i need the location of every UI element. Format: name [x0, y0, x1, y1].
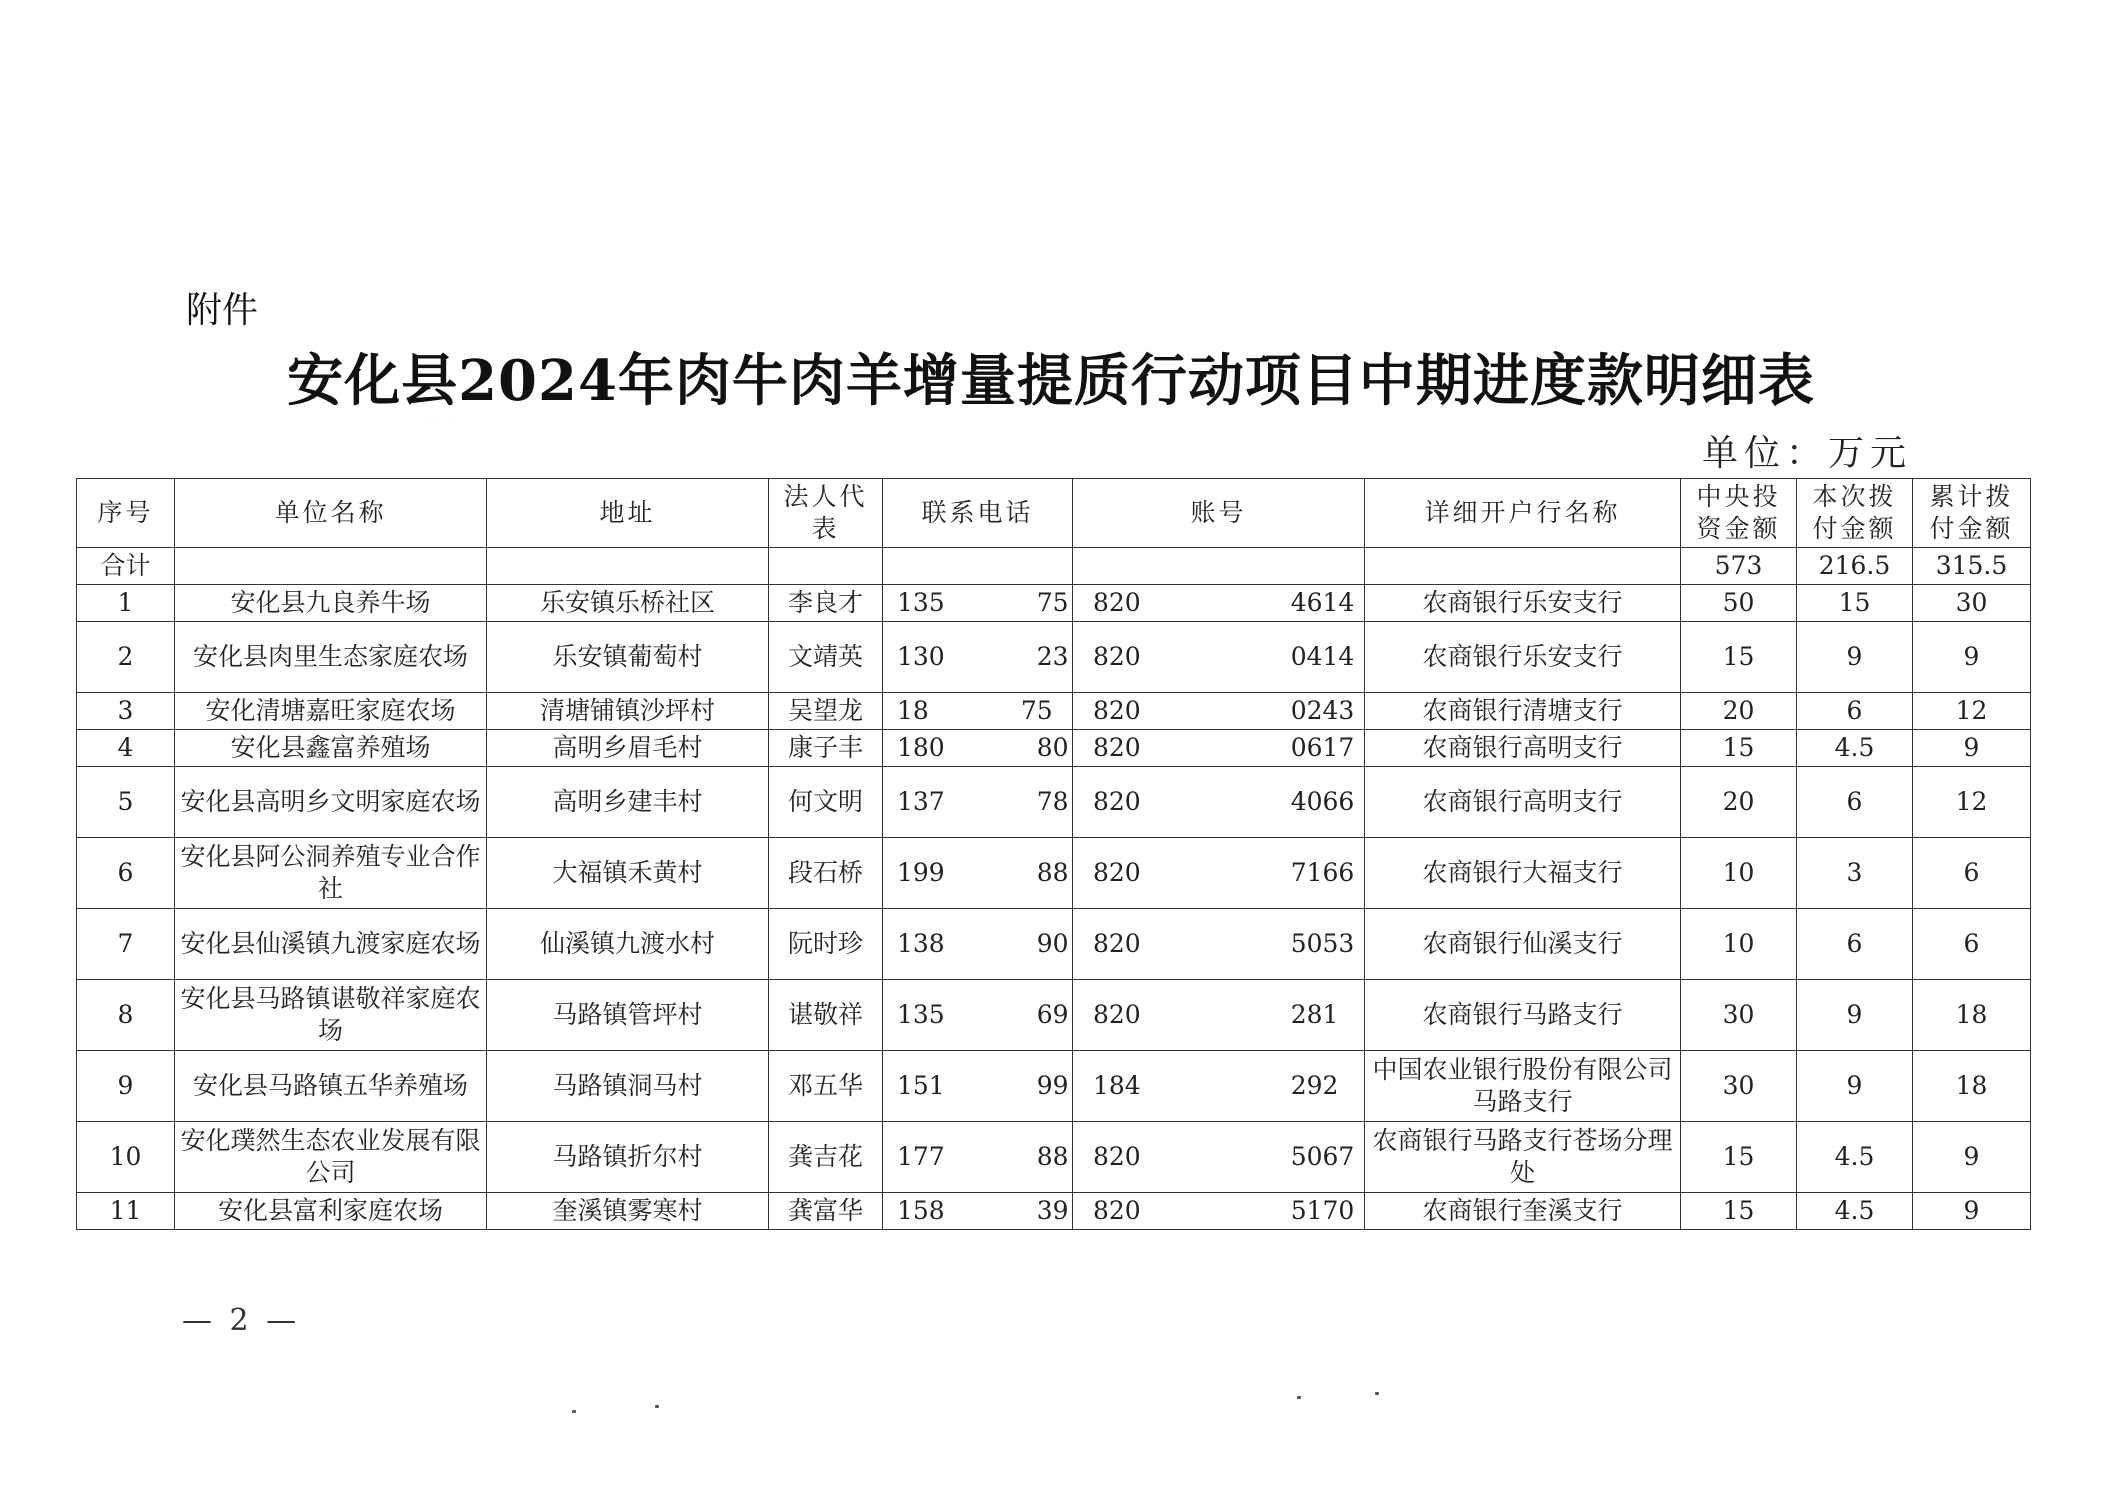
account-redaction-mask	[1141, 643, 1291, 673]
phone-redaction-mask	[945, 930, 1037, 960]
scan-speck	[572, 1410, 576, 1413]
table-row	[77, 980, 2031, 1051]
cell-legal-rep: 康子丰	[769, 730, 883, 767]
cell-phone	[883, 1122, 1073, 1193]
table-row	[77, 909, 2031, 980]
scan-speck	[1375, 1392, 1379, 1395]
phone-redaction-mask	[945, 1143, 1037, 1173]
cell-current-pay: 6	[1797, 767, 1913, 838]
cell-current-pay: 9	[1797, 980, 1913, 1051]
cell-central-invest: 15	[1681, 1122, 1797, 1193]
cell-legal-rep: 阮时珍	[769, 909, 883, 980]
cell-phone	[883, 1193, 1073, 1230]
cell-address: 乐安镇葡萄村	[487, 622, 769, 693]
cell-seq: 8	[77, 980, 175, 1051]
account-start: 820	[1093, 1195, 1141, 1225]
phone-start: 158	[897, 1195, 945, 1225]
table-row	[77, 767, 2031, 838]
cell-seq: 10	[77, 1122, 175, 1193]
cell-address: 奎溪镇雾寒村	[487, 1193, 769, 1230]
unit-label: 单位：万元	[1701, 433, 1912, 474]
page-title: 安化县2024年肉牛肉羊增量提质行动项目中期进度款明细表	[287, 348, 1815, 414]
cell-bank: 农商银行马路支行苍场分理处	[1365, 1122, 1681, 1193]
cell-name: 安化县高明乡文明家庭农场	[175, 767, 487, 838]
account-end: 292	[1290, 1070, 1339, 1100]
cell-name: 安化县阿公洞养殖专业合作社	[175, 838, 487, 909]
header-address: 地址	[487, 479, 769, 548]
account-end: 0617	[1290, 732, 1355, 762]
cell-account	[1073, 980, 1365, 1051]
cell-legal-rep: 段石桥	[769, 838, 883, 909]
cell-current-pay: 15	[1797, 585, 1913, 622]
account-redaction-mask	[1141, 1143, 1291, 1173]
table-row	[77, 693, 2031, 730]
cell-name: 安化县马路镇谌敬祥家庭农场	[175, 980, 487, 1051]
account-redaction-mask	[1141, 859, 1291, 889]
cell-current-pay: 4.5	[1797, 1193, 1913, 1230]
cell-seq: 1	[77, 585, 175, 622]
cell-name: 安化县肉里生态家庭农场	[175, 622, 487, 693]
phone-end: 78	[1036, 786, 1069, 816]
phone-start: 177	[897, 1141, 945, 1171]
cell-name: 安化清塘嘉旺家庭农场	[175, 693, 487, 730]
cell-central-invest: 10	[1681, 909, 1797, 980]
account-redaction-mask	[1141, 1197, 1291, 1227]
cell-central-invest: 30	[1681, 980, 1797, 1051]
cell-phone	[883, 767, 1073, 838]
phone-redaction-mask	[929, 697, 1021, 727]
phone-start: 135	[897, 587, 945, 617]
account-end: 0243	[1290, 695, 1355, 725]
account-start: 820	[1093, 695, 1141, 725]
total-current-pay: 216.5	[1797, 548, 1913, 585]
account-start: 820	[1093, 786, 1141, 816]
header-name: 单位名称	[175, 479, 487, 548]
phone-end: 80	[1036, 732, 1069, 762]
account-redaction-mask	[1141, 930, 1291, 960]
cell-cumulative-pay: 6	[1913, 909, 2031, 980]
header-account: 账号	[1073, 479, 1365, 548]
cell-central-invest: 20	[1681, 693, 1797, 730]
cell-account	[1073, 838, 1365, 909]
phone-end: 88	[1036, 857, 1069, 887]
phone-start: 151	[897, 1070, 945, 1100]
cell-address: 大福镇禾黄村	[487, 838, 769, 909]
account-redaction-mask	[1141, 734, 1291, 764]
account-end: 5067	[1290, 1141, 1355, 1171]
account-start: 820	[1093, 732, 1141, 762]
phone-end: 69	[1036, 999, 1069, 1029]
cell-address: 清塘铺镇沙坪村	[487, 693, 769, 730]
cell-phone	[883, 730, 1073, 767]
cell-cumulative-pay: 9	[1913, 730, 2031, 767]
phone-redaction-mask	[945, 1001, 1037, 1031]
cell-account	[1073, 1193, 1365, 1230]
table-row	[77, 1193, 2031, 1230]
attachment-label: 附件	[186, 290, 259, 331]
account-start: 184	[1093, 1070, 1141, 1100]
cell-account	[1073, 730, 1365, 767]
cell-bank: 农商银行仙溪支行	[1365, 909, 1681, 980]
header-legal-rep: 法人代表	[769, 479, 883, 548]
faint-stamp-mark	[345, 418, 525, 479]
cell-central-invest: 30	[1681, 1051, 1797, 1122]
phone-redaction-mask	[945, 643, 1037, 673]
total-row	[77, 548, 2031, 585]
account-redaction-mask	[1141, 589, 1291, 619]
cell-phone	[883, 585, 1073, 622]
account-start: 820	[1093, 641, 1141, 671]
cell-address: 马路镇洞马村	[487, 1051, 769, 1122]
account-redaction-mask	[1141, 1072, 1291, 1102]
cell-seq: 6	[77, 838, 175, 909]
cell-central-invest: 15	[1681, 622, 1797, 693]
cell-bank: 农商银行高明支行	[1365, 767, 1681, 838]
cell-cumulative-pay: 12	[1913, 767, 2031, 838]
cell-legal-rep: 龚吉花	[769, 1122, 883, 1193]
cell-address: 高明乡眉毛村	[487, 730, 769, 767]
cell-legal-rep: 龚富华	[769, 1193, 883, 1230]
table-row	[77, 838, 2031, 909]
cell-address: 高明乡建丰村	[487, 767, 769, 838]
cell-seq: 9	[77, 1051, 175, 1122]
phone-start: 180	[897, 732, 945, 762]
cell-name: 安化县仙溪镇九渡家庭农场	[175, 909, 487, 980]
account-start: 820	[1093, 857, 1141, 887]
table-row	[77, 622, 2031, 693]
cell-legal-rep: 邓五华	[769, 1051, 883, 1122]
cell-legal-rep: 文靖英	[769, 622, 883, 693]
scan-speck	[655, 1405, 659, 1408]
table-row	[77, 730, 2031, 767]
account-end: 5170	[1290, 1195, 1355, 1225]
cell-cumulative-pay: 9	[1913, 622, 2031, 693]
cell-account	[1073, 693, 1365, 730]
phone-end: 99	[1036, 1070, 1069, 1100]
cell-seq: 5	[77, 767, 175, 838]
cell-central-invest: 15	[1681, 1193, 1797, 1230]
phone-start: 137	[897, 786, 945, 816]
cell-bank: 农商银行乐安支行	[1365, 622, 1681, 693]
scan-speck	[1297, 1396, 1301, 1399]
cell-name: 安化县鑫富养殖场	[175, 730, 487, 767]
total-central-invest: 573	[1681, 548, 1797, 585]
cell-account	[1073, 909, 1365, 980]
cell-legal-rep: 谌敬祥	[769, 980, 883, 1051]
cell-current-pay: 9	[1797, 1051, 1913, 1122]
phone-start: 199	[897, 857, 945, 887]
cell-legal-rep: 李良才	[769, 585, 883, 622]
phone-redaction-mask	[945, 1197, 1037, 1227]
cell-phone	[883, 1051, 1073, 1122]
header-seq: 序号	[77, 479, 175, 548]
account-redaction-mask	[1141, 1001, 1291, 1031]
cell-account	[1073, 1122, 1365, 1193]
cell-bank: 农商银行乐安支行	[1365, 585, 1681, 622]
account-end: 7166	[1290, 857, 1355, 887]
account-end: 4614	[1290, 587, 1355, 617]
cell-bank: 农商银行清塘支行	[1365, 693, 1681, 730]
cell-address: 仙溪镇九渡水村	[487, 909, 769, 980]
table-row	[77, 1051, 2031, 1122]
account-end: 281	[1290, 999, 1339, 1029]
cell-seq: 4	[77, 730, 175, 767]
phone-start: 138	[897, 928, 945, 958]
account-end: 5053	[1290, 928, 1355, 958]
cell-current-pay: 3	[1797, 838, 1913, 909]
cell-cumulative-pay: 6	[1913, 838, 2031, 909]
cell-cumulative-pay: 9	[1913, 1193, 2031, 1230]
cell-seq: 3	[77, 693, 175, 730]
cell-account	[1073, 1051, 1365, 1122]
cell-legal-rep: 吴望龙	[769, 693, 883, 730]
account-start: 820	[1093, 1141, 1141, 1171]
cell-cumulative-pay: 18	[1913, 1051, 2031, 1122]
header-bank: 详细开户行名称	[1365, 479, 1681, 548]
cell-account	[1073, 585, 1365, 622]
account-start: 820	[1093, 928, 1141, 958]
cell-current-pay: 4.5	[1797, 1122, 1913, 1193]
phone-redaction-mask	[945, 859, 1037, 889]
cell-phone	[883, 622, 1073, 693]
phone-start: 130	[897, 641, 945, 671]
cell-bank: 农商银行奎溪支行	[1365, 1193, 1681, 1230]
cell-account	[1073, 622, 1365, 693]
cell-cumulative-pay: 12	[1913, 693, 2031, 730]
funding-detail-table	[76, 478, 2031, 1230]
header-current-pay: 本次拨付金额	[1797, 479, 1913, 548]
phone-start: 135	[897, 999, 945, 1029]
cell-central-invest: 10	[1681, 838, 1797, 909]
phone-end: 75	[1036, 587, 1069, 617]
cell-name: 安化璞然生态农业发展有限公司	[175, 1122, 487, 1193]
cell-current-pay: 9	[1797, 622, 1913, 693]
cell-central-invest: 15	[1681, 730, 1797, 767]
cell-account	[1073, 767, 1365, 838]
cell-cumulative-pay: 18	[1913, 980, 2031, 1051]
header-cumulative-pay: 累计拨付金额	[1913, 479, 2031, 548]
cell-name: 安化县九良养牛场	[175, 585, 487, 622]
phone-end: 75	[1020, 695, 1053, 725]
header-central-invest: 中央投资金额	[1681, 479, 1797, 548]
cell-phone	[883, 980, 1073, 1051]
cell-seq: 2	[77, 622, 175, 693]
phone-redaction-mask	[945, 589, 1037, 619]
header-phone: 联系电话	[883, 479, 1073, 548]
account-end: 0414	[1290, 641, 1355, 671]
phone-redaction-mask	[945, 734, 1037, 764]
cell-bank: 农商银行高明支行	[1365, 730, 1681, 767]
phone-end: 23	[1036, 641, 1069, 671]
cell-address: 马路镇管坪村	[487, 980, 769, 1051]
cell-phone	[883, 909, 1073, 980]
cell-bank: 中国农业银行股份有限公司马路支行	[1365, 1051, 1681, 1122]
cell-legal-rep: 何文明	[769, 767, 883, 838]
cell-central-invest: 20	[1681, 767, 1797, 838]
table-header-row	[77, 479, 2031, 548]
cell-current-pay: 6	[1797, 909, 1913, 980]
cell-seq: 7	[77, 909, 175, 980]
cell-phone	[883, 693, 1073, 730]
cell-current-pay: 4.5	[1797, 730, 1913, 767]
cell-cumulative-pay: 9	[1913, 1122, 2031, 1193]
table-row	[77, 1122, 2031, 1193]
account-redaction-mask	[1141, 788, 1291, 818]
phone-redaction-mask	[945, 1072, 1037, 1102]
cell-address: 乐安镇乐桥社区	[487, 585, 769, 622]
cell-bank: 农商银行大福支行	[1365, 838, 1681, 909]
account-end: 4066	[1290, 786, 1355, 816]
account-start: 820	[1093, 587, 1141, 617]
cell-bank: 农商银行马路支行	[1365, 980, 1681, 1051]
phone-end: 39	[1036, 1195, 1069, 1225]
phone-end: 90	[1036, 928, 1069, 958]
cell-name: 安化县富利家庭农场	[175, 1193, 487, 1230]
cell-address: 马路镇折尔村	[487, 1122, 769, 1193]
cell-central-invest: 50	[1681, 585, 1797, 622]
account-start: 820	[1093, 999, 1141, 1029]
cell-cumulative-pay: 30	[1913, 585, 2031, 622]
total-label: 合计	[77, 548, 175, 585]
total-cumulative-pay: 315.5	[1913, 548, 2031, 585]
account-redaction-mask	[1141, 697, 1291, 727]
cell-current-pay: 6	[1797, 693, 1913, 730]
cell-seq: 11	[77, 1193, 175, 1230]
phone-end: 88	[1036, 1141, 1069, 1171]
phone-redaction-mask	[945, 788, 1037, 818]
cell-phone	[883, 838, 1073, 909]
table-row	[77, 585, 2031, 622]
cell-name: 安化县马路镇五华养殖场	[175, 1051, 487, 1122]
page-number: — 2 —	[182, 1303, 301, 1338]
phone-start: 18	[897, 695, 929, 725]
